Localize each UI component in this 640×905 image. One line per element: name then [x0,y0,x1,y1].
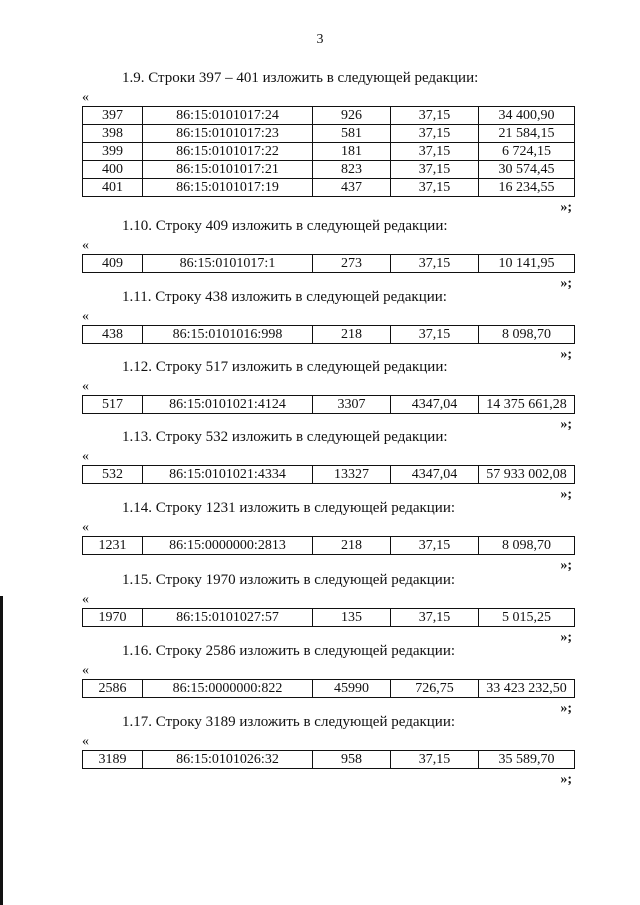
closing-quote: »; [560,487,572,502]
table-row [83,179,575,197]
table-cell: 86:15:0101017:24 [143,107,313,125]
table-cell: 45990 [313,680,391,698]
table-cell: 86:15:0101017:21 [143,161,313,179]
table-cell: 86:15:0101017:19 [143,179,313,197]
closing-quote: »; [560,417,572,432]
table-cell: 37,15 [391,255,479,273]
table-cell: 37,15 [391,609,479,627]
rows-table [82,106,575,197]
table-cell: 218 [313,326,391,344]
table-cell: 86:15:0101017:22 [143,143,313,161]
table-cell: 37,15 [391,537,479,555]
table-cell: 34 400,90 [479,107,575,125]
table-cell: 37,15 [391,326,479,344]
table-cell: 86:15:0101021:4334 [143,466,313,484]
section-heading: 1.9. Строки 397 – 401 изложить в следующей редакции: [122,70,479,86]
opening-quote: « [82,449,89,464]
opening-quote: « [82,309,89,324]
opening-quote: « [82,520,89,535]
table-cell: 86:15:0101016:998 [143,326,313,344]
opening-quote: « [82,90,89,105]
rows-table [82,395,575,414]
closing-quote: »; [560,347,572,362]
page-number: 3 [316,32,324,47]
scan-margin-edge [0,596,3,905]
closing-quote: »; [560,276,572,291]
table-cell: 37,15 [391,107,479,125]
table-cell: 86:15:0101017:23 [143,125,313,143]
section-heading: 1.10. Строку 409 изложить в следующей редакции: [122,218,448,234]
table-cell: 86:15:0000000:2813 [143,537,313,555]
section-heading: 1.12. Строку 517 изложить в следующей редакции: [122,359,448,375]
table-row [83,161,575,179]
table-row [83,466,575,484]
table-cell: 86:15:0101026:32 [143,751,313,769]
table-cell: 8 098,70 [479,326,575,344]
table-row [83,751,575,769]
table-cell: 16 234,55 [479,179,575,197]
closing-quote: »; [560,200,572,215]
rows-table [82,536,575,555]
section-heading: 1.13. Строку 532 изложить в следующей редакции: [122,429,448,445]
table-cell: 399 [83,143,143,161]
table-cell: 437 [313,179,391,197]
table-cell: 400 [83,161,143,179]
table-cell: 86:15:0000000:822 [143,680,313,698]
section-heading: 1.11. Строку 438 изложить в следующей редакции: [122,289,447,305]
rows-table [82,465,575,484]
table-cell: 6 724,15 [479,143,575,161]
rows-table [82,325,575,344]
table-cell: 181 [313,143,391,161]
table-cell: 21 584,15 [479,125,575,143]
section-heading: 1.14. Строку 1231 изложить в следующей редакции: [122,500,456,516]
table-cell: 4347,04 [391,466,479,484]
table-row [83,107,575,125]
table-cell: 37,15 [391,125,479,143]
table-cell: 37,15 [391,143,479,161]
table-cell: 86:15:0101021:4124 [143,396,313,414]
table-cell: 3189 [83,751,143,769]
table-row [83,326,575,344]
table-cell: 35 589,70 [479,751,575,769]
table-cell: 532 [83,466,143,484]
table-cell: 3307 [313,396,391,414]
table-cell: 33 423 232,50 [479,680,575,698]
closing-quote: »; [560,701,572,716]
table-cell: 438 [83,326,143,344]
table-cell: 37,15 [391,161,479,179]
table-cell: 1231 [83,537,143,555]
opening-quote: « [82,663,89,678]
rows-table [82,750,575,769]
closing-quote: »; [560,772,572,787]
table-cell: 4347,04 [391,396,479,414]
opening-quote: « [82,734,89,749]
closing-quote: »; [560,558,572,573]
table-cell: 218 [313,537,391,555]
section-heading: 1.16. Строку 2586 изложить в следующей редакции: [122,643,456,659]
table-cell: 958 [313,751,391,769]
table-cell: 726,75 [391,680,479,698]
table-cell: 823 [313,161,391,179]
rows-table [82,679,575,698]
table-cell: 10 141,95 [479,255,575,273]
table-row [83,609,575,627]
table-cell: 397 [83,107,143,125]
table-cell: 5 015,25 [479,609,575,627]
table-cell: 401 [83,179,143,197]
table-cell: 1970 [83,609,143,627]
table-cell: 86:15:0101017:1 [143,255,313,273]
rows-table [82,254,575,273]
table-cell: 135 [313,609,391,627]
table-row [83,396,575,414]
table-cell: 37,15 [391,751,479,769]
table-row [83,537,575,555]
table-cell: 926 [313,107,391,125]
rows-table [82,608,575,627]
table-row [83,143,575,161]
table-cell: 273 [313,255,391,273]
opening-quote: « [82,592,89,607]
table-cell: 37,15 [391,179,479,197]
section-heading: 1.15. Строку 1970 изложить в следующей редакции: [122,572,456,588]
opening-quote: « [82,379,89,394]
table-cell: 517 [83,396,143,414]
closing-quote: »; [560,630,572,645]
table-row [83,255,575,273]
section-heading: 1.17. Строку 3189 изложить в следующей редакции: [122,714,456,730]
table-cell: 409 [83,255,143,273]
opening-quote: « [82,238,89,253]
table-cell: 57 933 002,08 [479,466,575,484]
table-cell: 13327 [313,466,391,484]
table-row [83,680,575,698]
table-cell: 14 375 661,28 [479,396,575,414]
table-cell: 86:15:0101027:57 [143,609,313,627]
table-cell: 581 [313,125,391,143]
table-row [83,125,575,143]
table-cell: 30 574,45 [479,161,575,179]
table-cell: 8 098,70 [479,537,575,555]
table-cell: 398 [83,125,143,143]
table-cell: 2586 [83,680,143,698]
